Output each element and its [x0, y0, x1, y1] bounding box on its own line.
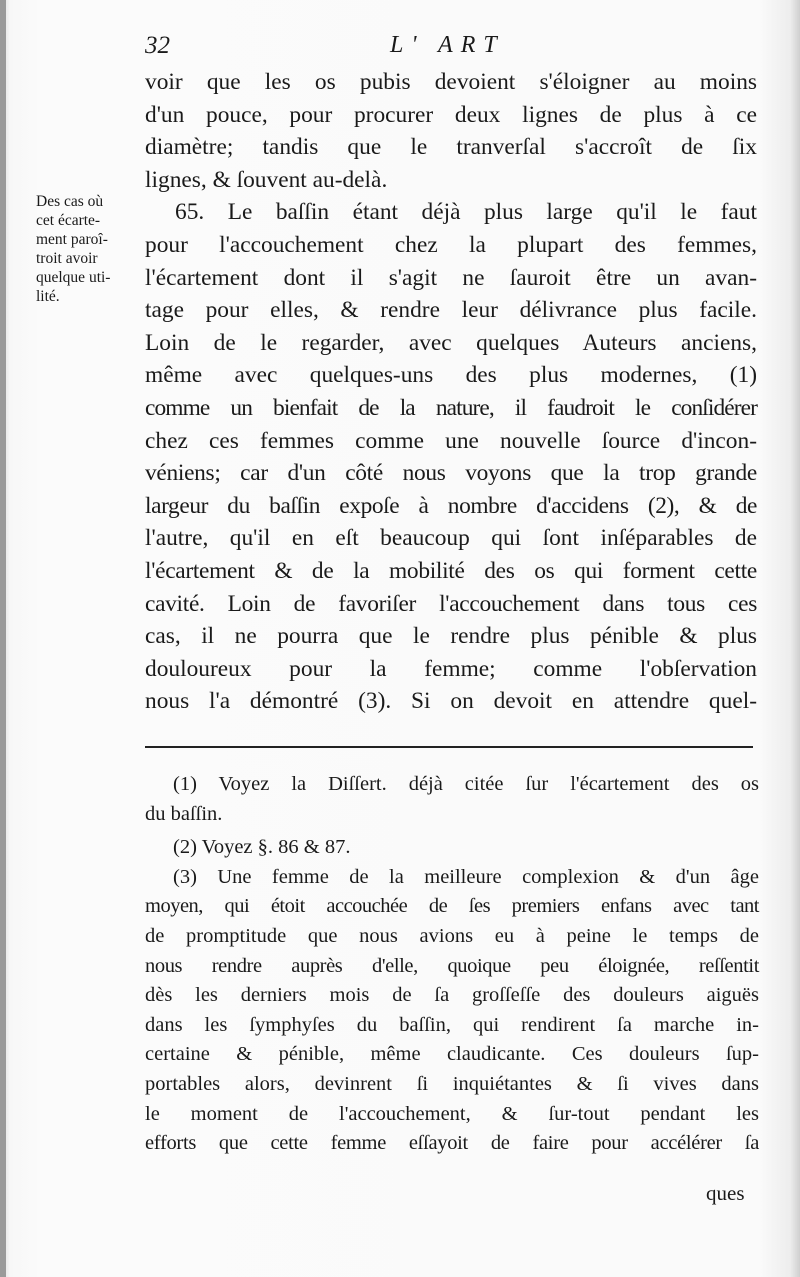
paragraph-65-start: 65. Le baſſin étant déjà plus large qu'il le faut	[175, 199, 757, 226]
catchword: ques	[706, 1181, 745, 1205]
body-line: chez ces femmes comme une nouvelle ſource d'incon-	[145, 427, 757, 454]
body-line: pour l'accouchement chez la plupart des femmes,	[145, 231, 757, 258]
footnote-1-line: du baſſin.	[145, 802, 223, 825]
page-number: 32	[145, 32, 170, 59]
footnote-3-line: moyen, qui étoit accouchée de ſes premiers enfans avec tant	[145, 895, 759, 918]
margin-note-line: cet écarte-	[36, 212, 101, 229]
footnote-1-line: (1) Voyez la Diſſert. déjà citée ſur l'écartement des os	[173, 773, 759, 795]
footnote-3-line: portables alors, devinrent ſi inquiétantes & ſi vives dans	[145, 1072, 759, 1095]
body-line: véniens; car d'un côté nous voyons que la trop grande	[145, 460, 757, 487]
body-line: l'autre, qu'il en eſt beaucoup qui ſont inſéparables de	[145, 525, 757, 552]
footnote-3-line: dès les derniers mois de ſa groſſeſſe des douleurs aiguës	[145, 984, 759, 1007]
body-line: l'écartement dont il s'agit ne ſauroit être un avan-	[145, 264, 757, 291]
page-gutter-shadow	[0, 0, 6, 1277]
body-line: lignes, & ſouvent au-delà.	[145, 166, 388, 193]
margin-note-line: troit avoir	[36, 250, 98, 267]
body-line: cas, il ne pourra que le rendre plus pénible & plus	[145, 623, 757, 650]
margin-note-line: Des cas où	[36, 193, 104, 210]
footnote-3-line: dans les ſymphyſes du baſſin, qui rendirent ſa marche in-	[145, 1013, 759, 1036]
body-text	[145, 66, 757, 718]
body-line: l'écartement & de la mobilité des os qui forment cette	[145, 557, 757, 584]
body-line: voir que les os pubis devoient s'éloigner au moins	[145, 69, 757, 95]
margin-note-line: lité.	[36, 288, 60, 305]
footnote-3-line: (3) Une femme de la meilleure complexion & d'un âge	[173, 865, 759, 888]
running-head: L' ART	[390, 32, 505, 58]
margin-note	[36, 192, 146, 306]
body-line: cavité. Loin de favoriſer l'accouchement dans tous ces	[145, 590, 757, 617]
footnote-2-line: (2) Voyez §. 86 & 87.	[173, 836, 351, 859]
body-line: largeur du baſſin expoſe à nombre d'accidens (2), & de	[145, 492, 757, 519]
footnote-3-line: efforts que cette femme eſſayoit de faire pour accélérer ſa	[145, 1132, 759, 1155]
body-line: comme un bienfait de la nature, il faudroit le conſidérer	[145, 394, 757, 421]
footnote-3-line: certaine & pénible, même claudicante. Ces douleurs ſup-	[145, 1043, 759, 1066]
footnote-3-line: le moment de l'accouchement, & ſur-tout pendant les	[145, 1102, 759, 1125]
footnote-3-line: nous rendre auprès d'elle, quoique peu éloignée, reſſentit	[145, 954, 759, 977]
margin-note-line: ment paroî-	[36, 231, 108, 248]
body-line: Loin de le regarder, avec quelques Auteurs anciens,	[145, 329, 757, 356]
body-line: tage pour elles, & rendre leur délivrance plus facile.	[145, 297, 757, 324]
footnotes	[145, 770, 759, 1159]
page-header	[145, 28, 755, 64]
footnote-3-line: de promptitude que nous avions eu à peine le temps de	[145, 924, 759, 947]
body-line: diamètre; tandis que le tranverſal s'accroît de ſix	[145, 134, 757, 161]
footnote-rule	[145, 746, 753, 748]
body-line: d'un pouce, pour procurer deux lignes de plus à ce	[145, 101, 757, 128]
margin-note-line: quelque uti-	[36, 269, 111, 286]
body-line: nous l'a démontré (3). Si on devoit en attendre quel-	[145, 688, 757, 715]
body-line: douloureux pour la femme; comme l'obſervation	[145, 655, 757, 682]
body-line: même avec quelques-uns des plus modernes, (1)	[145, 362, 757, 389]
